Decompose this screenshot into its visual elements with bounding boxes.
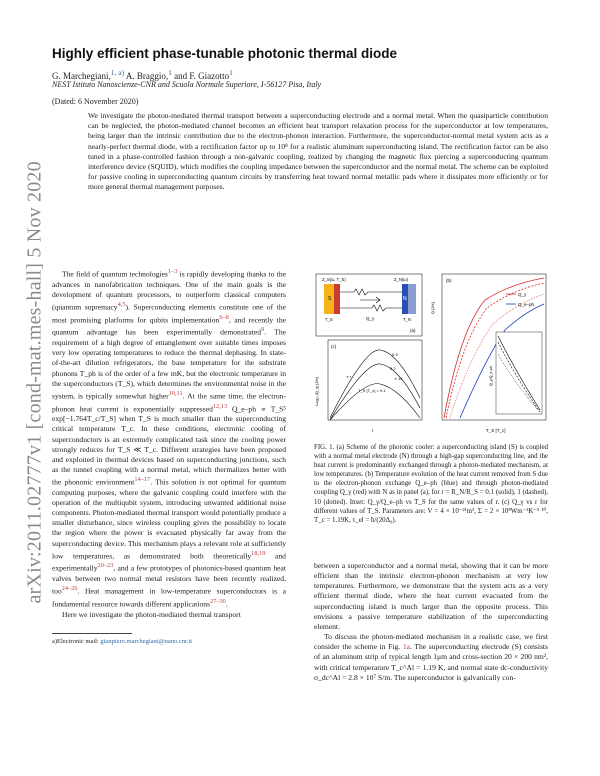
figure-reference-link[interactable]: 1a [402, 642, 410, 652]
panel-c-ylabel: Log₁₀ |Q_γ| [J/s] [314, 377, 319, 406]
panel-c-annot-0-3: 0.3 [392, 352, 398, 357]
citation[interactable]: 1–3 [167, 268, 178, 275]
citation[interactable]: 6–8 [219, 313, 229, 321]
figure-caption: FIG. 1. (a) Scheme of the photonic cooler: a superconducting island (S) is coupled with a normal metal electrode (N) through a high-gap superconducting line, and the heat current is predominantly exchanged through a photon-mediated mechanism, at low temperatures. (b) Temperature evolution of the heat current removed from S due to the electron-phonon exchange Q_e–ph (blue) and through photon-mediated coupling Q_γ (red) with N as in panel (a), for r = R_N/R_S = 0.1 (solid), 1 (dashed), 10 (dotted). Inset: Q_γ/Q_e–ph vs T_S for the same values of r. (c) Q_γ vs r for different values of T_S. Parameters are: V = 4 × 10⁻²¹m³, Σ = 2 × 10⁸Wm⁻³K⁻⁵ ¹⁰, T_c = 1.19K, τ_el = ħ/(20Δ₀). [314, 444, 548, 524]
author-1: G. Marchegiani, [52, 71, 111, 81]
panel-c-frame [328, 340, 422, 420]
panel-a-q-label: Q_γ [366, 316, 375, 321]
citation[interactable]: 27–30 [210, 598, 226, 605]
footnote-label: a)Electronic mail: [52, 638, 101, 645]
arxiv-identifier: arXiv:2011.02777v1 [cond-mat.mes-hall] 5 Nov 2020 [23, 161, 46, 604]
panel-b-xlabel: T_S [T_c] [486, 428, 506, 433]
email-link[interactable]: gianpiero.marchegiani@nano.cnr.it [100, 638, 193, 645]
citation[interactable]: 14–17 [134, 476, 151, 484]
panel-b-label: (b) [446, 278, 452, 283]
panel-c-annot-0-2: 0.2 [390, 366, 396, 371]
panel-a-scheme [316, 274, 422, 336]
panel-a-tn-label: T_N [403, 317, 411, 322]
abstract: We investigate the photon-mediated thermal transport between a superconducting electrode and a normal metal. When the quasiparticle contribution can be neglected, the photon-mediated channel becomes an efficient heat transport relaxation process for the superconductor at low temperatures, being larger than the intrinsic contribution due to the electron-phonon interaction. Furthermore, the superconductor-normal metal system acts as a nearly-perfect thermal diode, with a rectification factor up to 10⁸ for a realistic aluminum superconducting island. The rectification factor can be also tuned in a phase-controlled fashion through a non-galvanic coupling, realized by changing the magnetic flux piercing a superconducting quantum interference device (SQUID), which modifies the coupling impedance between the superconductor and the normal metal. The scheme can be exploited for passive cooling in superconducting quantum circuits by transferring heat toward normal metallic pads where it dissipates more efficiently or for more general thermal management purposes. [88, 111, 548, 192]
author-3-affil: 1 [229, 68, 233, 77]
right-paragraph-2: To discuss the photon-mediated mechanism in a realistic case, we first consider the scheme in Fig. 1a. The superconducting electrode (S) consists of an aluminum strip of typical length 1μm and cross-section 20 × 200 nm², with critical temperature T_c^Al = 1.19 K, and normal state dc-conductivity σ_dc^Al = 2.8 × 10⁷ S/m. The superconductor is galvanically con- [314, 632, 548, 682]
footnote-divider [52, 633, 132, 634]
citation[interactable]: 20–23 [97, 562, 114, 570]
superconductor-edge [334, 284, 340, 314]
author-3: F. Giazotto [189, 71, 230, 81]
panel-a-s-label: S [328, 296, 332, 302]
citation[interactable]: 24–26 [61, 585, 78, 593]
author-2: A. Braggio, [125, 71, 169, 81]
panel-c-prop-r: ∝ r [346, 374, 352, 379]
panel-a-ts-label: T_S [325, 317, 333, 322]
panel-b-inset-ylabel: Q_γ/Q_e–ph [489, 365, 493, 386]
legend-q-eph: Q_e–ph [518, 302, 535, 307]
panel-a-zs-label: Z_S(ω, T_S) [322, 277, 346, 282]
citation[interactable]: 18,19 [251, 549, 266, 557]
intro-paragraph-2: Here we investigate the photon-mediated thermal transport [62, 609, 241, 619]
right-paragraph-1: between a superconductor and a normal metal, showing that it can be more efficient than the intrinsic electron-phonon mechanism at very low temperatures. Furthermore, we demonstrate that the system acts as a very efficient thermal diode, where the heat current evacuated from the superconducting island is much larger than the opposite process. This envisions a passive temperature stabilization of the superconducting element. [314, 561, 548, 631]
author-and: and [174, 71, 188, 81]
right-column [314, 561, 548, 683]
author-2-affil: 1 [168, 68, 172, 77]
panel-c-label: (c) [331, 344, 337, 349]
paper-title: Highly efficient phase-tunable photonic thermal diode [52, 46, 398, 61]
citation[interactable]: 9 [261, 326, 265, 334]
panel-c-annot-0-1: T_S [T_c] = 0.1 [358, 388, 386, 393]
figure-1 [310, 270, 550, 440]
citation[interactable]: 4,5 [117, 301, 126, 308]
dated-line: (Dated: 6 November 2020) [52, 97, 139, 106]
panel-c-xlabel: r [372, 428, 374, 433]
footnote [52, 638, 192, 645]
panel-c-plot [314, 340, 422, 433]
panel-c-prop-1r: ∝ 1/r [394, 376, 403, 381]
panel-a-n-label: N [403, 296, 407, 302]
panel-b-plot [430, 274, 546, 433]
legend-q-gamma: Q_γ [518, 292, 527, 297]
panel-b-ylabel: Q [J/s] [430, 302, 435, 314]
author-1-affil: 1, a) [110, 68, 125, 77]
intro-paragraph-1: The field of quantum technologies$^{1-3}$ is rapidly developing thanks to the advances in nanofabrication techniques. One of the main goals is the development of quantum processors, to outperform classical computers (quantum supremacy$^{4,5}$). Superconducting elements constitute one of the most promising platforms for qubits implementation$^{6-8}$, and recently the quantum advantage has been experimentally demonstrated$^9$. The requirement of a high degree of entanglement over suitable times imposes very low operating temperatures to reduce the thermal dephasing. In state-of-the-art dilution refrigerators, the base temperature for the substrate phonons T_ph is of the order of a few mK, but the electronic temperature in the superconductors (T_S), which determines the environmental noise in the system, is typically somewhat higher$^{10,11}$. At the same time, the electron-phonon heat current is exponentially suppressed$^{12,13}$ Q_e–ph ∝ T_S⁵ exp[−1.764T_c/T_S] when T_S is much smaller than the superconducting critical temperature T_c. In these conditions, electronic cooling of superconductors is an extremely complicated task since the cooling power strongly reduces for T_S ≪ T_c. Different strategies have been proposed and exploited in thermal devices based on superconducting junctions, such as the tunnel coupling with a normal metal, which thermalizes better with the phononic environment$^{14-17}$. This solution is not optimal for quantum computing purposes, where the galvanic coupling could interfere with the operation of the multiqubit system, introducing unwanted additional noise components. Photon-mediated thermal transport would potentially produce a smaller disturbance, since wireless coupling gives the possibility to locate the region where the power is evacuated physically far away from the superconducting device. This mechanism plays a relevant role at sufficiently low temperatures, as demonstrated both theoretically$^{18,19}$ and experimentally$^{20-23}$, and a few prototypes of photonics-based quantum heat valves between two normal metal resistors have been recently realized, too$^{24-26}$. Heat management in low-temperature superconductors is a fundamental resource towards different applications$^{27-30}$. [52, 268, 287, 609]
citation[interactable]: 10,11 [168, 389, 183, 397]
citation[interactable]: 12,13 [212, 402, 228, 410]
left-column [52, 267, 286, 620]
panel-a-zn-label: Z_N(ω) [394, 277, 408, 282]
panel-a-label: (a) [410, 328, 416, 333]
affiliation: NEST Istituto Nanoscienze-CNR and Scuola Normale Superiore, I-56127 Pisa, Italy [52, 80, 322, 89]
normal-metal-edge [408, 284, 416, 314]
